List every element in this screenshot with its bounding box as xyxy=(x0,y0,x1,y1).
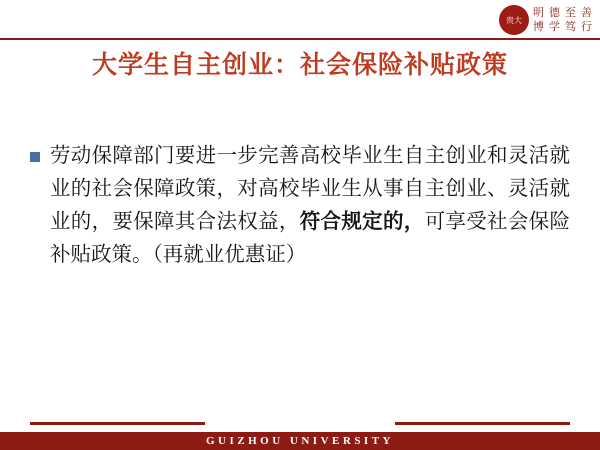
university-seal-icon: 贵大 xyxy=(499,5,529,35)
slide-body xyxy=(30,140,570,272)
footer-rule-right xyxy=(395,422,570,425)
paragraph-emphasis: 符合规定的， xyxy=(299,211,425,233)
motto-char: 行 xyxy=(581,20,592,33)
footer-title: GUIZHOU UNIVERSITY xyxy=(206,435,394,447)
paragraph-segment-1: 劳动保障部门要进一步完善高校毕业生自主创业和灵活就业的社会保障政策，对高校毕业生从事自主创业、灵活就业的，要保障其合法权益， xyxy=(50,145,570,233)
header-divider xyxy=(0,38,600,40)
university-logo xyxy=(499,4,592,36)
motto-char: 德 xyxy=(549,6,560,19)
footer-rule-left xyxy=(30,422,205,425)
university-motto xyxy=(533,7,592,34)
square-bullet-icon xyxy=(30,152,40,162)
motto-char: 博 xyxy=(533,20,544,33)
bullet-paragraph xyxy=(50,140,570,272)
slide-footer xyxy=(0,416,600,450)
page-title: 大学生自主创业：社会保险补贴政策 xyxy=(91,51,508,79)
slide-header xyxy=(0,0,600,40)
motto-char: 明 xyxy=(533,6,544,19)
motto-char: 至 xyxy=(565,6,576,19)
list-item xyxy=(30,140,570,272)
motto-char: 笃 xyxy=(565,20,576,33)
motto-char: 善 xyxy=(581,6,592,19)
paragraph-segment-2: 可享受社会保险补贴政策。（再就业优惠证） xyxy=(50,211,570,266)
motto-char: 学 xyxy=(549,20,560,33)
